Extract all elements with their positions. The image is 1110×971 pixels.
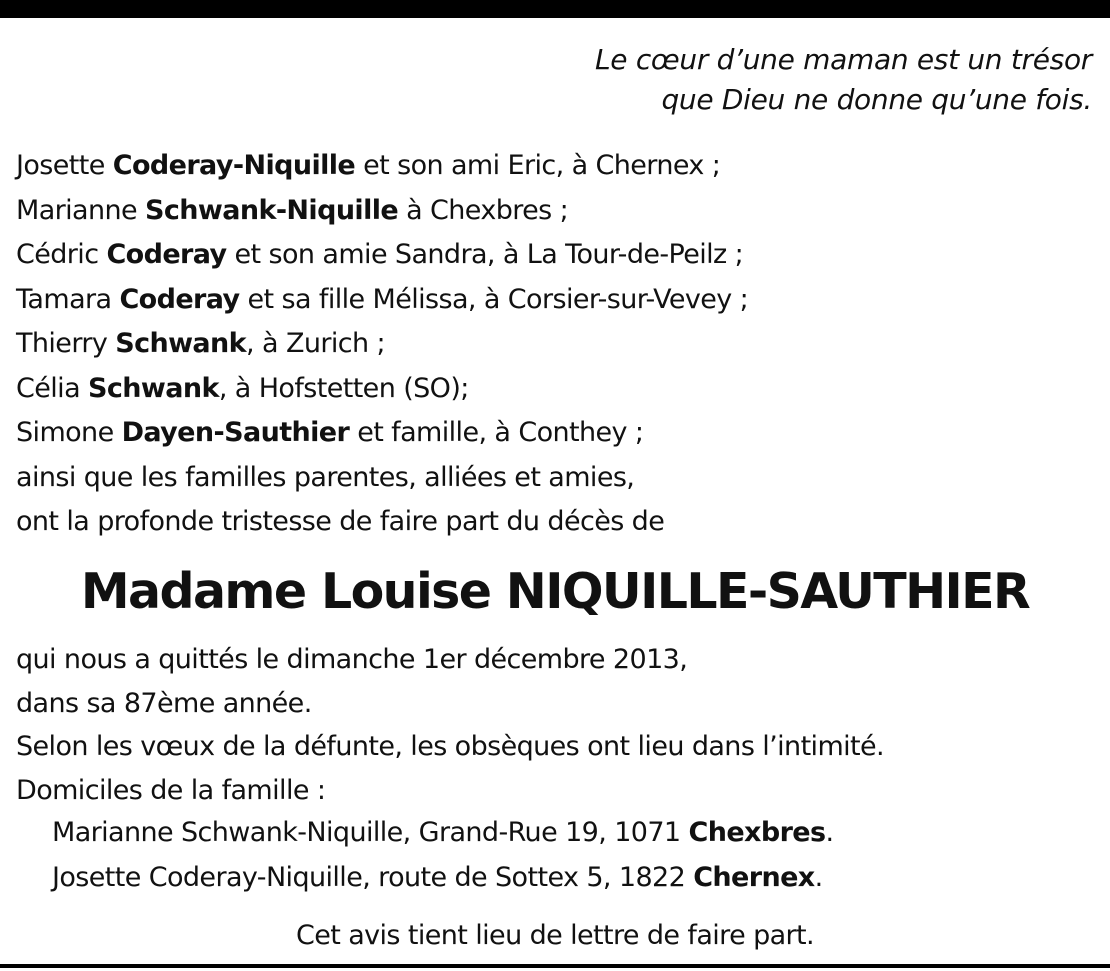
address-line: [52, 855, 833, 900]
first-name: Tamara: [16, 283, 120, 315]
death-details: [16, 638, 884, 812]
first-name: Marianne: [16, 194, 146, 226]
epigraph-quote: [595, 40, 1092, 120]
first-name: Cédric: [16, 239, 107, 270]
closing-note: Cet avis tient lieu de lettre de faire part.: [295, 920, 815, 951]
family-line: [16, 411, 748, 456]
surname: Coderay: [119, 283, 240, 315]
family-line: [16, 144, 748, 189]
family-line: [16, 233, 748, 278]
address-end: .: [814, 862, 823, 893]
surname: Schwank-Niquille: [145, 194, 399, 226]
details-line-3: Selon les vœux de la défunte, les obsèques ont lieu dans l’intimité.: [16, 731, 885, 762]
first-name: Célia: [16, 372, 88, 404]
family-line: [16, 278, 748, 323]
surname: Coderay-Niquille: [112, 150, 356, 181]
address-town: Chernex: [693, 862, 815, 893]
surname: Schwank: [88, 372, 219, 404]
family-line: [16, 367, 748, 412]
family-detail: et son amie Sandra, à La Tour-de-Peilz ;: [226, 239, 744, 270]
family-detail: à Chexbres ;: [398, 194, 569, 226]
surname: Dayen-Sauthier: [121, 417, 350, 448]
bottom-border-rule: [0, 964, 1110, 968]
family-detail: , à Hofstetten (SO);: [218, 372, 469, 404]
family-line: [16, 189, 748, 234]
first-name: Josette: [16, 150, 113, 181]
family-detail: et famille, à Conthey ;: [349, 417, 644, 448]
family-detail: et sa fille Mélissa, à Corsier-sur-Vevey ;: [239, 283, 749, 315]
intro-line-2: ont la profonde tristesse de faire part du décès de: [16, 506, 665, 537]
details-line-2: dans sa 87ème année.: [16, 687, 312, 719]
surname: Coderay: [106, 239, 227, 270]
family-list: [16, 144, 748, 545]
surname: Schwank: [115, 328, 247, 359]
first-name: Thierry: [16, 328, 116, 359]
quote-line-2: que Dieu ne donne qu’une fois.: [661, 83, 1092, 116]
family-detail: et son ami Eric, à Chernex ;: [355, 150, 721, 181]
top-border-rule: [0, 0, 1110, 18]
address-town: Chexbres: [688, 817, 826, 848]
quote-line-1: Le cœur d’une maman est un trésor: [595, 43, 1092, 76]
first-name: Simone: [16, 417, 122, 448]
details-line-1: qui nous a quittés le dimanche 1er décembre 2013,: [16, 644, 688, 675]
family-line: [16, 322, 748, 367]
intro-line-1: ainsi que les familles parentes, alliées et amies,: [16, 461, 635, 493]
address-text: Josette Coderay-Niquille, route de Sottex 5, 1822: [52, 862, 694, 893]
deceased-name-heading: Madame Louise NIQUILLE-SAUTHIER: [80, 563, 1030, 620]
family-detail: , à Zurich ;: [246, 328, 385, 359]
family-addresses: [52, 810, 833, 900]
details-line-4: Domiciles de la famille :: [16, 774, 326, 806]
address-end: .: [825, 817, 834, 848]
address-line: [52, 810, 833, 855]
address-text: Marianne Schwank-Niquille, Grand-Rue 19, 1071: [52, 817, 689, 848]
